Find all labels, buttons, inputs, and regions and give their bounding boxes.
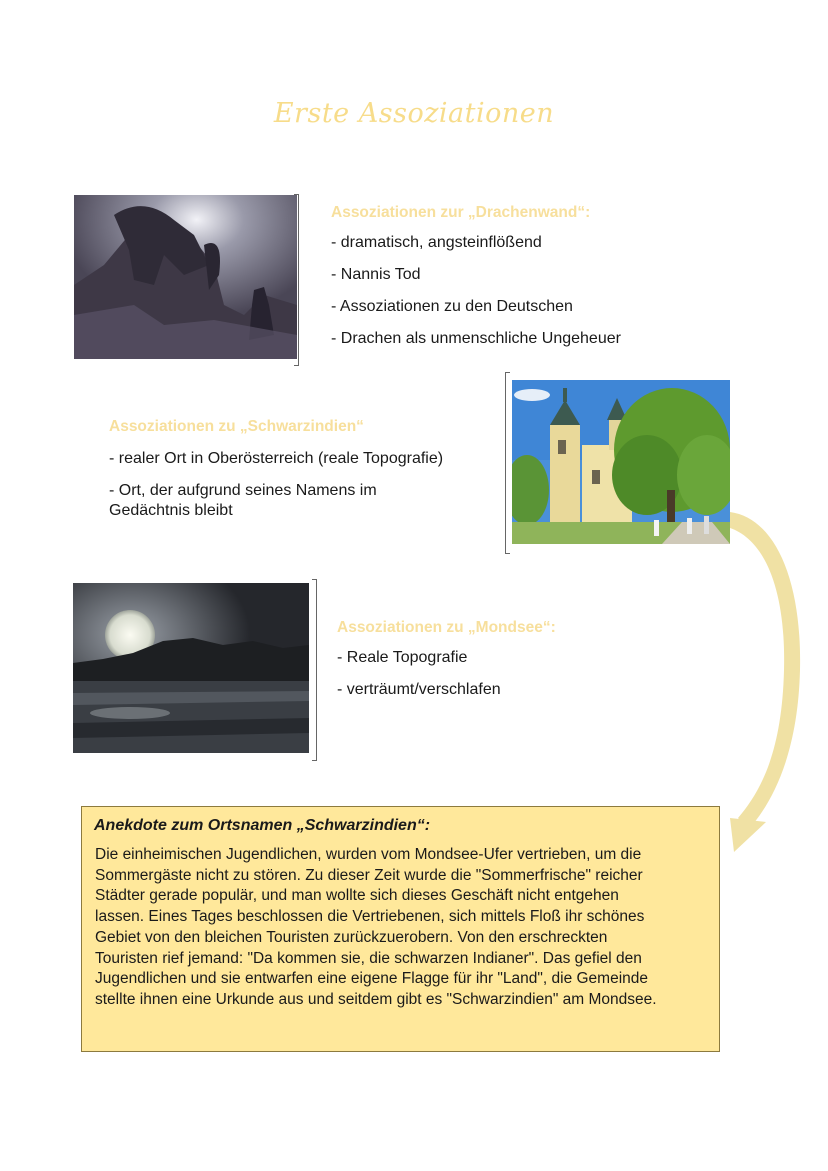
anecdote-line: Touristen rief jemand: "Da kommen sie, die schwarzen Indianer". Das gefiel den	[95, 949, 642, 967]
section-heading-drachenwand: Assoziationen zur „Drachenwand“:	[331, 204, 591, 221]
anecdote-line: Städter gerade populär, und man wollte sich dieses Geschäft nicht entgehen	[95, 887, 619, 905]
church-image	[512, 380, 730, 544]
list-item: - Reale Topografie	[337, 649, 468, 666]
image-bracket	[294, 194, 299, 366]
section-heading-schwarzindien: Assoziationen zu „Schwarzindien“	[109, 418, 364, 435]
anecdote-line: Sommergäste nicht zu stören. Zu dieser Zeit wurde die "Sommerfrische" reicher	[95, 866, 643, 884]
list-item: - Assoziationen zu den Deutschen	[331, 298, 573, 315]
list-item: - Nannis Tod	[331, 266, 421, 283]
anecdote-line: Die einheimischen Jugendlichen, wurden vom Mondsee-Ufer vertrieben, um die	[95, 846, 642, 863]
image-bracket	[312, 579, 317, 761]
section-heading-mondsee: Assoziationen zu „Mondsee“:	[337, 619, 556, 636]
list-item: Gedächtnis bleibt	[109, 502, 233, 519]
list-item: - Ort, der aufgrund seines Namens im	[109, 482, 377, 499]
image-bracket	[505, 372, 510, 554]
moon-lake-image	[73, 583, 309, 753]
anecdote-line: lassen. Eines Tages beschlossen die Vertriebenen, sich mittels Floß ihr schönes	[95, 908, 645, 926]
list-item: - dramatisch, angsteinflößend	[331, 234, 542, 251]
anecdote-line: Gebiet von den bleichen Touristen zurückzuerobern. Von den erschreckten	[95, 928, 608, 946]
anecdote-title: Anekdote zum Ortsnamen „Schwarzindien“:	[94, 817, 431, 834]
dragon-image	[74, 195, 297, 359]
anecdote-line: stellte ihnen eine Urkunde aus und seitdem gibt es "Schwarzindien" am Mondsee.	[95, 990, 657, 1008]
list-item: - realer Ort in Oberösterreich (reale Topografie)	[109, 450, 444, 467]
anecdote-box	[81, 806, 720, 1052]
anecdote-line: Jugendlichen und sie entwarfen eine eigene Flagge für ihr "Land", die Gemeinde	[95, 970, 649, 988]
list-item: - Drachen als unmenschliche Ungeheuer	[331, 330, 621, 347]
anecdote-text	[95, 845, 707, 1011]
list-item: - verträumt/verschlafen	[337, 681, 501, 698]
page-title: Erste Assoziationen	[273, 98, 555, 129]
curved-arrow-icon	[720, 500, 820, 860]
